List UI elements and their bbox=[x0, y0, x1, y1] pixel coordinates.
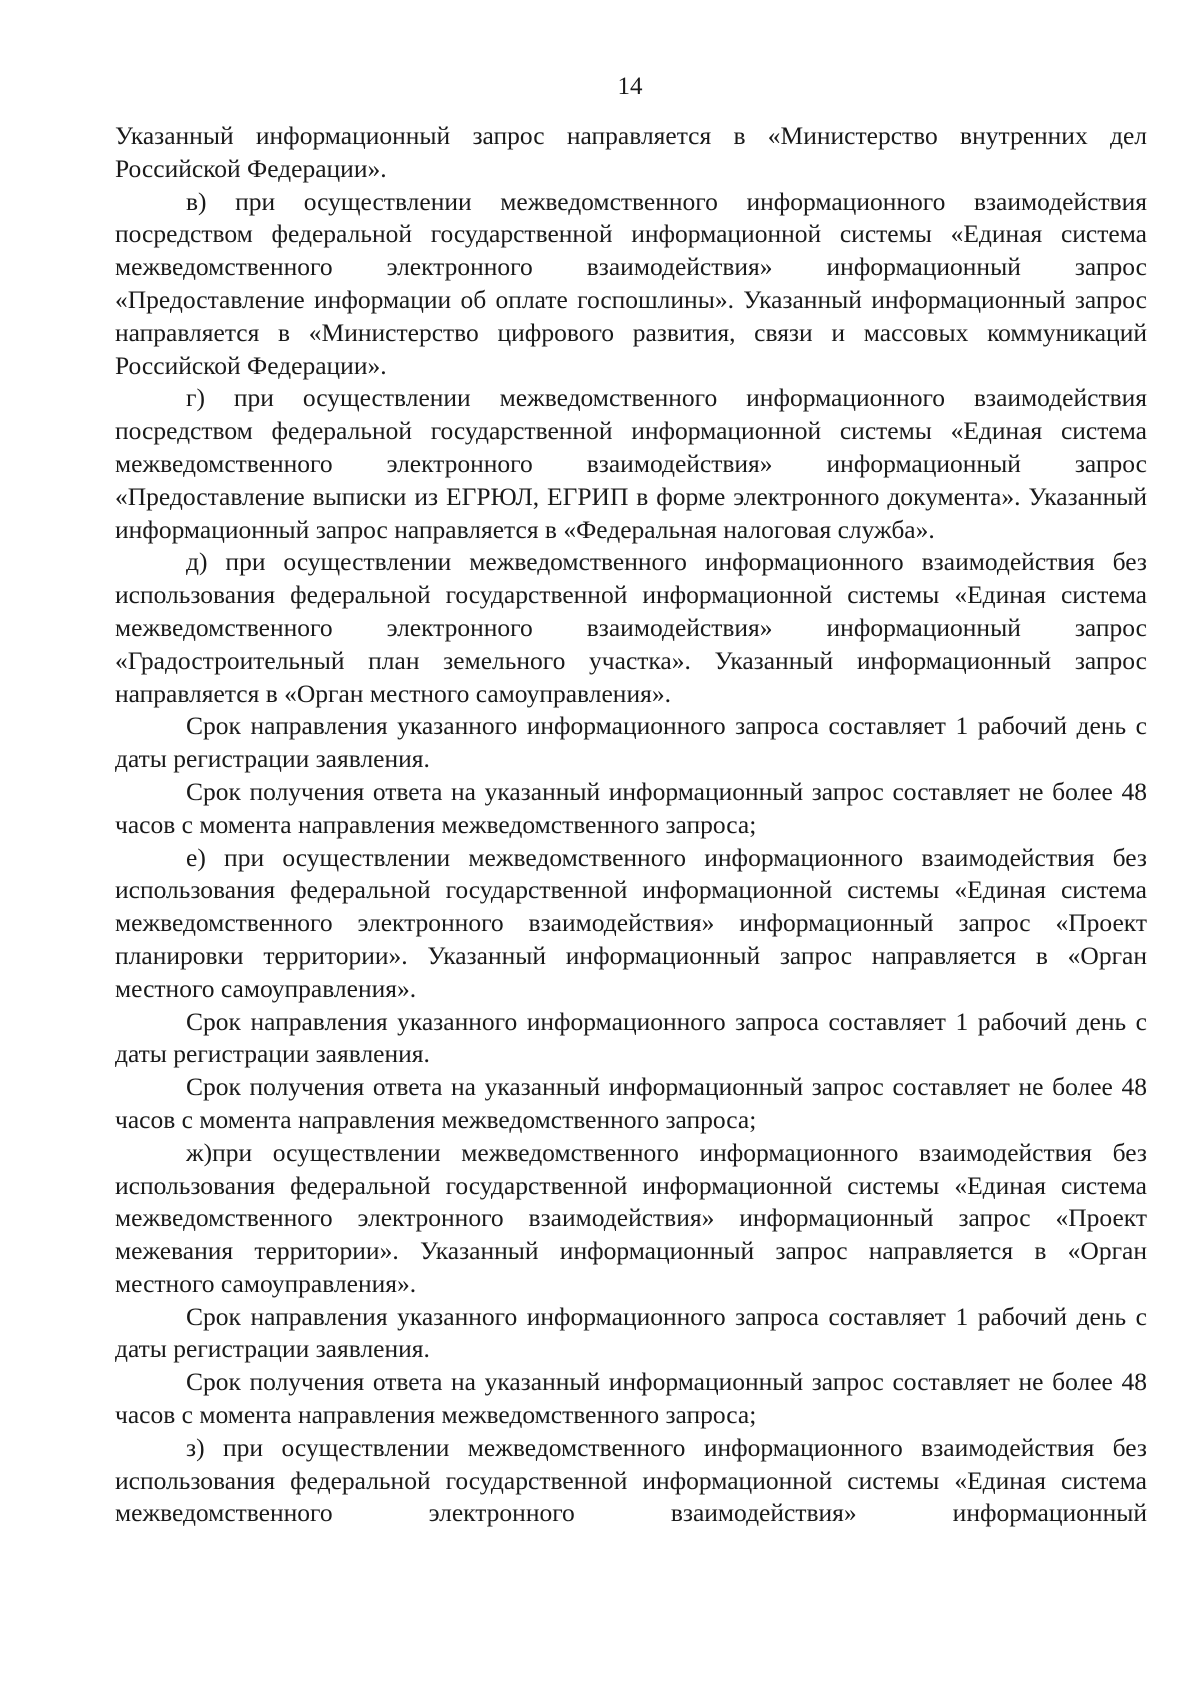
paragraph-item-d: д) при осуществлении межведомственного информационного взаимодействия без использования федеральной государственной информационной системы «Единая система межведомственного электронного взаимодействия» информационный запрос «Градостроительный план земельного участка». Указанный информационный запрос направляется в «Орган местного самоуправления». bbox=[115, 547, 1147, 708]
paragraph-item-e: е) при осуществлении межведомственного информационного взаимодействия без использования федеральной государственной информационной системы «Единая система межведомственного электронного взаимодействия» информационный запрос «Проект планировки территории». Указанный информационный запрос направляется в «Орган местного самоуправления». bbox=[115, 842, 1147, 1003]
paragraph-intro: Указанный информационный запрос направляется в «Министерство внутренних дел Российской Федерации». bbox=[115, 121, 1147, 183]
paragraph-send-term: Срок направления указанного информационного запроса составляет 1 рабочий день с даты регистрации заявления. bbox=[115, 1006, 1147, 1069]
paragraph-item-v: в) при осуществлении межведомственного информационного взаимодействия посредством федеральной государственной информационной системы «Единая система межведомственного электронного взаимодействия» информационный запрос «Предоставление информации об оплате госпошлины». Указанный информационный запрос направляется в «Министерство цифрового развития, связи и массовых коммуникаций Российской Федерации». bbox=[115, 186, 1147, 380]
page-number: 14 bbox=[617, 73, 643, 100]
paragraph-response-term: Срок получения ответа на указанный информационный запрос составляет не более 48 часов с момента направления межведомственного запроса; bbox=[115, 776, 1147, 839]
paragraph-item-zh: ж)при осуществлении межведомственного информационного взаимодействия без использования федеральной государственной информационной системы «Единая система межведомственного электронного взаимодействия» информационный запрос «Проект межевания территории». Указанный информационный запрос направляется в «Орган местного самоуправления». bbox=[115, 1137, 1147, 1298]
paragraph-send-term: Срок направления указанного информационного запроса составляет 1 рабочий день с даты регистрации заявления. bbox=[115, 1301, 1147, 1364]
document-body bbox=[115, 120, 1147, 1530]
paragraph-response-term: Срок получения ответа на указанный информационный запрос составляет не более 48 часов с момента направления межведомственного запроса; bbox=[115, 1367, 1147, 1430]
paragraph-item-z: з) при осуществлении межведомственного информационного взаимодействия без использования федеральной государственной информационной системы «Единая система межведомственного электронного взаимодействия» информационный bbox=[115, 1432, 1147, 1528]
paragraph-send-term: Срок направления указанного информационного запроса составляет 1 рабочий день с даты регистрации заявления. bbox=[115, 711, 1147, 774]
paragraph-item-g: г) при осуществлении межведомственного информационного взаимодействия посредством федеральной государственной информационной системы «Единая система межведомственного электронного взаимодействия» информационный запрос «Предоставление выписки из ЕГРЮЛ, ЕГРИП в форме электронного документа». Указанный информационный запрос направляется в «Федеральная налоговая служба». bbox=[115, 383, 1147, 544]
paragraph-response-term: Срок получения ответа на указанный информационный запрос составляет не более 48 часов с момента направления межведомственного запроса; bbox=[115, 1072, 1147, 1134]
